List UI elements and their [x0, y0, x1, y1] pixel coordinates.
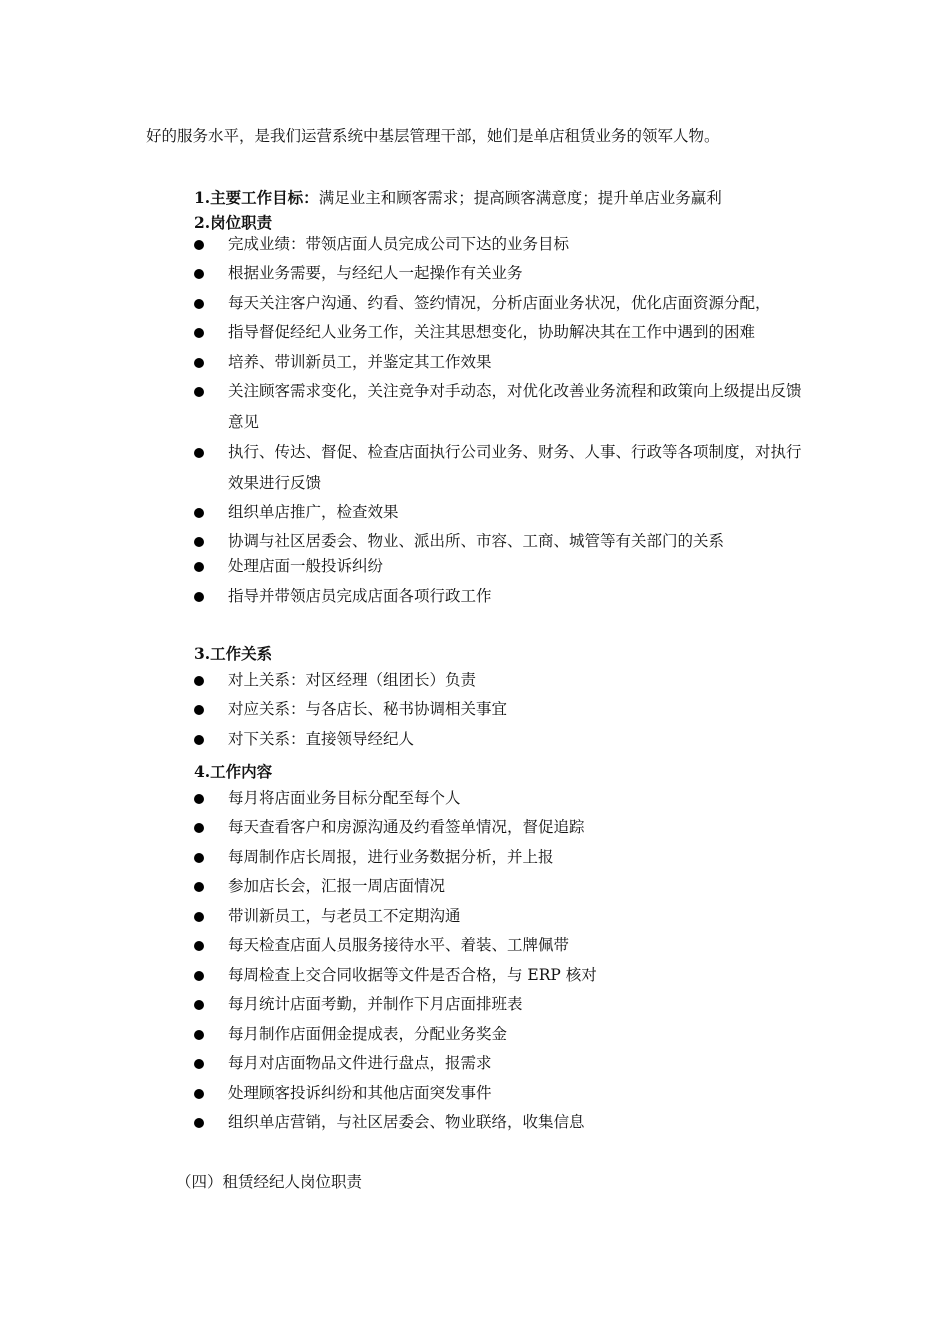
content-item	[194, 812, 814, 843]
content-text: 每月统计店面考勤，并制作下月店面排班表	[228, 995, 523, 1013]
bullet-icon	[194, 882, 204, 892]
duty-item	[194, 497, 814, 528]
duty-text: 组织单店推广，检查效果	[228, 503, 399, 521]
bullet-icon	[194, 912, 204, 922]
content-text: 每月对店面物品文件进行盘点，报需求	[228, 1054, 492, 1072]
bullet-icon	[194, 592, 204, 602]
duty-text: 根据业务需要，与经纪人一起操作有关业务	[228, 264, 523, 282]
duty-item	[194, 288, 814, 319]
bullet-icon	[194, 971, 204, 981]
duty-item	[194, 581, 814, 612]
content-item	[194, 989, 814, 1020]
content-heading: 4.工作内容	[194, 762, 273, 781]
content-text: 每周制作店长周报，进行业务数据分析，并上报	[228, 848, 554, 866]
bullet-icon	[194, 794, 204, 804]
duty-item	[194, 437, 814, 499]
bullet-icon	[194, 705, 204, 715]
bullet-icon	[194, 240, 204, 250]
bullet-icon	[194, 853, 204, 863]
duty-text: 执行、传达、督促、检查店面执行公司业务、财务、人事、行政等各项制度，对执行效果进行反馈	[228, 443, 802, 492]
bullet-icon	[194, 1059, 204, 1069]
duty-text: 协调与社区居委会、物业、派出所、市容、工商、城管等有关部门的关系	[228, 532, 725, 550]
content-item	[194, 871, 814, 902]
bullet-icon	[194, 508, 204, 518]
duty-item	[194, 229, 814, 260]
bullet-icon	[194, 269, 204, 279]
content-item	[194, 960, 814, 991]
content-text: 每周检查上交合同收据等文件是否合格，与 ERP 核对	[228, 966, 597, 984]
content-text: 组织单店营销，与社区居委会、物业联络，收集信息	[228, 1113, 585, 1131]
relation-item	[194, 665, 814, 696]
content-item	[194, 783, 814, 814]
relation-item	[194, 694, 814, 725]
bullet-icon	[194, 735, 204, 745]
goal-heading	[194, 186, 722, 208]
content-text: 每天查看客户和房源沟通及约看签单情况，督促追踪	[228, 818, 585, 836]
duty-text: 指导并带领店员完成店面各项行政工作	[228, 587, 492, 605]
content-text: 每月制作店面佣金提成表，分配业务奖金	[228, 1025, 508, 1043]
content-text: 每月将店面业务目标分配至每个人	[228, 789, 461, 807]
content-item	[194, 1107, 814, 1138]
content-text: 处理顾客投诉纠纷和其他店面突发事件	[228, 1084, 492, 1102]
duty-item	[194, 347, 814, 378]
content-item	[194, 842, 814, 873]
bullet-icon	[194, 299, 204, 309]
goal-label: 1.主要工作目标：	[194, 188, 319, 207]
content-item	[194, 1019, 814, 1050]
content-item	[194, 1078, 814, 1109]
bullet-icon	[194, 1118, 204, 1128]
duty-text: 关注顾客需求变化，关注竞争对手动态，对优化改善业务流程和政策向上级提出反馈意见	[228, 382, 802, 431]
intro-paragraph: 好的服务水平，是我们运营系统中基层管理干部，她们是单店租赁业务的领军人物。	[146, 127, 720, 145]
bullet-icon	[194, 328, 204, 338]
bullet-icon	[194, 358, 204, 368]
duty-text: 培养、带训新员工，并鉴定其工作效果	[228, 353, 492, 371]
duty-text: 处理店面一般投诉纠纷	[228, 557, 384, 575]
content-item	[194, 930, 814, 961]
bullet-icon	[194, 1030, 204, 1040]
relations-heading: 3.工作关系	[194, 644, 273, 663]
duty-text: 指导督促经纪人业务工作，关注其思想变化，协助解决其在工作中遇到的困难	[228, 323, 756, 341]
bullet-icon	[194, 537, 204, 547]
relation-text: 对下关系：直接领导经纪人	[228, 730, 415, 748]
bullet-icon	[194, 387, 204, 397]
content-item	[194, 1048, 814, 1079]
bullet-icon	[194, 1000, 204, 1010]
duty-text: 完成业绩：带领店面人员完成公司下达的业务目标	[228, 235, 570, 253]
content-text: 参加店长会，汇报一周店面情况	[228, 877, 446, 895]
duty-text: 每天关注客户沟通、约看、签约情况，分析店面业务状况，优化店面资源分配，	[228, 294, 771, 312]
relation-item	[194, 724, 814, 755]
next-section-heading: （四）租赁经纪人岗位职责	[176, 1173, 363, 1191]
duty-item	[194, 551, 814, 582]
duty-item	[194, 258, 814, 289]
duties-heading: 2.岗位职责	[194, 213, 273, 232]
content-item	[194, 901, 814, 932]
relation-text: 对应关系：与各店长、秘书协调相关事宜	[228, 700, 508, 718]
bullet-icon	[194, 562, 204, 572]
bullet-icon	[194, 1089, 204, 1099]
bullet-icon	[194, 676, 204, 686]
content-text: 带训新员工，与老员工不定期沟通	[228, 907, 461, 925]
duty-item	[194, 376, 814, 438]
bullet-icon	[194, 823, 204, 833]
content-text: 每天检查店面人员服务接待水平、着装、工牌佩带	[228, 936, 570, 954]
duty-item	[194, 317, 814, 348]
goal-text: 满足业主和顾客需求；提高顾客满意度；提升单店业务赢利	[318, 189, 722, 207]
bullet-icon	[194, 448, 204, 458]
relation-text: 对上关系：对区经理（组团长）负责	[228, 671, 477, 689]
bullet-icon	[194, 941, 204, 951]
